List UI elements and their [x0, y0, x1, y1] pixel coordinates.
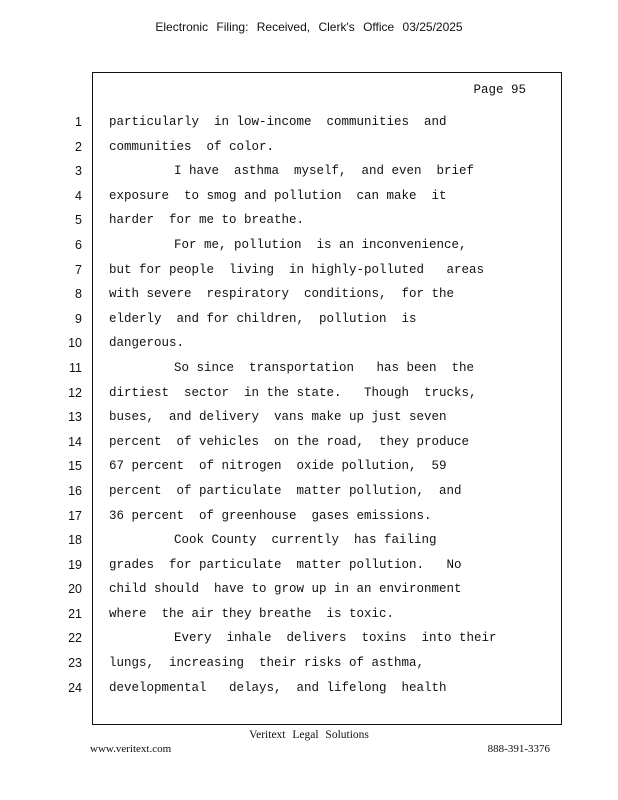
line-text: where the air they breathe is toxic.	[109, 606, 395, 621]
page-number: Page 95	[473, 83, 526, 97]
line-number: 6	[75, 237, 82, 252]
line-number: 5	[75, 213, 82, 228]
line-number: 4	[75, 188, 82, 203]
line-number: 8	[75, 287, 82, 302]
footer-phone: 888-391-3376	[487, 743, 550, 755]
line-number: 18	[68, 533, 82, 548]
transcript-line	[0, 233, 618, 258]
footer-website: www.veritext.com	[90, 743, 172, 755]
line-text: 67 percent of nitrogen oxide pollution, 59	[109, 459, 447, 474]
line-text: percent of vehicles on the road, they produce	[109, 434, 470, 449]
transcript-line	[0, 331, 618, 356]
line-text: developmental delays, and lifelong health	[109, 680, 447, 695]
line-text: but for people living in highly-polluted areas	[109, 262, 485, 277]
line-number: 19	[68, 557, 82, 572]
transcript-line	[0, 479, 618, 504]
transcript-line	[0, 528, 618, 553]
line-number: 15	[68, 459, 82, 474]
line-text: harder for me to breathe.	[109, 213, 305, 228]
line-number: 22	[68, 631, 82, 646]
line-text: buses, and delivery vans make up just seven	[109, 410, 447, 425]
line-text: lungs, increasing their risks of asthma,	[109, 656, 425, 671]
line-number: 20	[68, 582, 82, 597]
transcript-line	[0, 356, 618, 381]
line-text: grades for particulate matter pollution. No	[109, 557, 462, 572]
transcript-line	[0, 110, 618, 135]
transcript-line	[0, 258, 618, 283]
transcript-line	[0, 135, 618, 160]
line-text: exposure to smog and pollution can make it	[109, 188, 447, 203]
line-text: communities of color.	[109, 139, 275, 154]
transcript-line	[0, 381, 618, 406]
transcript-line	[0, 676, 618, 701]
line-text: with severe respiratory conditions, for the	[109, 287, 455, 302]
transcript-line	[0, 553, 618, 578]
footer-company: Veritext Legal Solutions	[249, 729, 369, 741]
line-text: For me, pollution is an inconvenience,	[174, 237, 467, 252]
line-number: 17	[68, 508, 82, 523]
line-text: Every inhale delivers toxins into their	[174, 631, 497, 646]
line-text: I have asthma myself, and even brief	[174, 164, 475, 179]
line-text: percent of particulate matter pollution, and	[109, 483, 462, 498]
line-number: 12	[68, 385, 82, 400]
line-number: 3	[75, 164, 82, 179]
line-text: particularly in low-income communities and	[109, 115, 447, 129]
line-number: 10	[68, 336, 82, 351]
line-number: 23	[68, 656, 82, 671]
line-number: 2	[75, 139, 82, 154]
line-number: 16	[68, 483, 82, 498]
line-text: dirtiest sector in the state. Though trucks,	[109, 385, 477, 400]
line-number: 9	[75, 311, 82, 326]
line-number: 1	[75, 115, 82, 129]
line-number: 21	[68, 606, 82, 621]
transcript-line	[0, 159, 618, 184]
transcript-line	[0, 282, 618, 307]
transcript-line	[0, 184, 618, 209]
filing-stamp-header: Electronic Filing: Received, Clerk's Office 03/25/2025	[155, 20, 463, 34]
line-text: Cook County currently has failing	[174, 533, 437, 548]
transcript-line	[0, 602, 618, 627]
line-number: 13	[68, 410, 82, 425]
transcript-line	[0, 405, 618, 430]
line-number: 24	[68, 680, 82, 695]
transcript-lines	[0, 110, 618, 700]
line-number: 14	[68, 434, 82, 449]
transcript-line	[0, 208, 618, 233]
line-text: 36 percent of greenhouse gases emissions.	[109, 508, 432, 523]
line-text: So since transportation has been the	[174, 360, 475, 375]
line-text: elderly and for children, pollution is	[109, 311, 417, 326]
transcript-line	[0, 504, 618, 529]
line-text: child should have to grow up in an environment	[109, 582, 462, 597]
transcript-line	[0, 626, 618, 651]
line-number: 7	[75, 262, 82, 277]
line-number: 11	[69, 360, 82, 375]
transcript-line	[0, 651, 618, 676]
transcript-line	[0, 577, 618, 602]
transcript-line	[0, 307, 618, 332]
transcript-line	[0, 430, 618, 455]
line-text: dangerous.	[109, 336, 185, 351]
transcript-line	[0, 454, 618, 479]
